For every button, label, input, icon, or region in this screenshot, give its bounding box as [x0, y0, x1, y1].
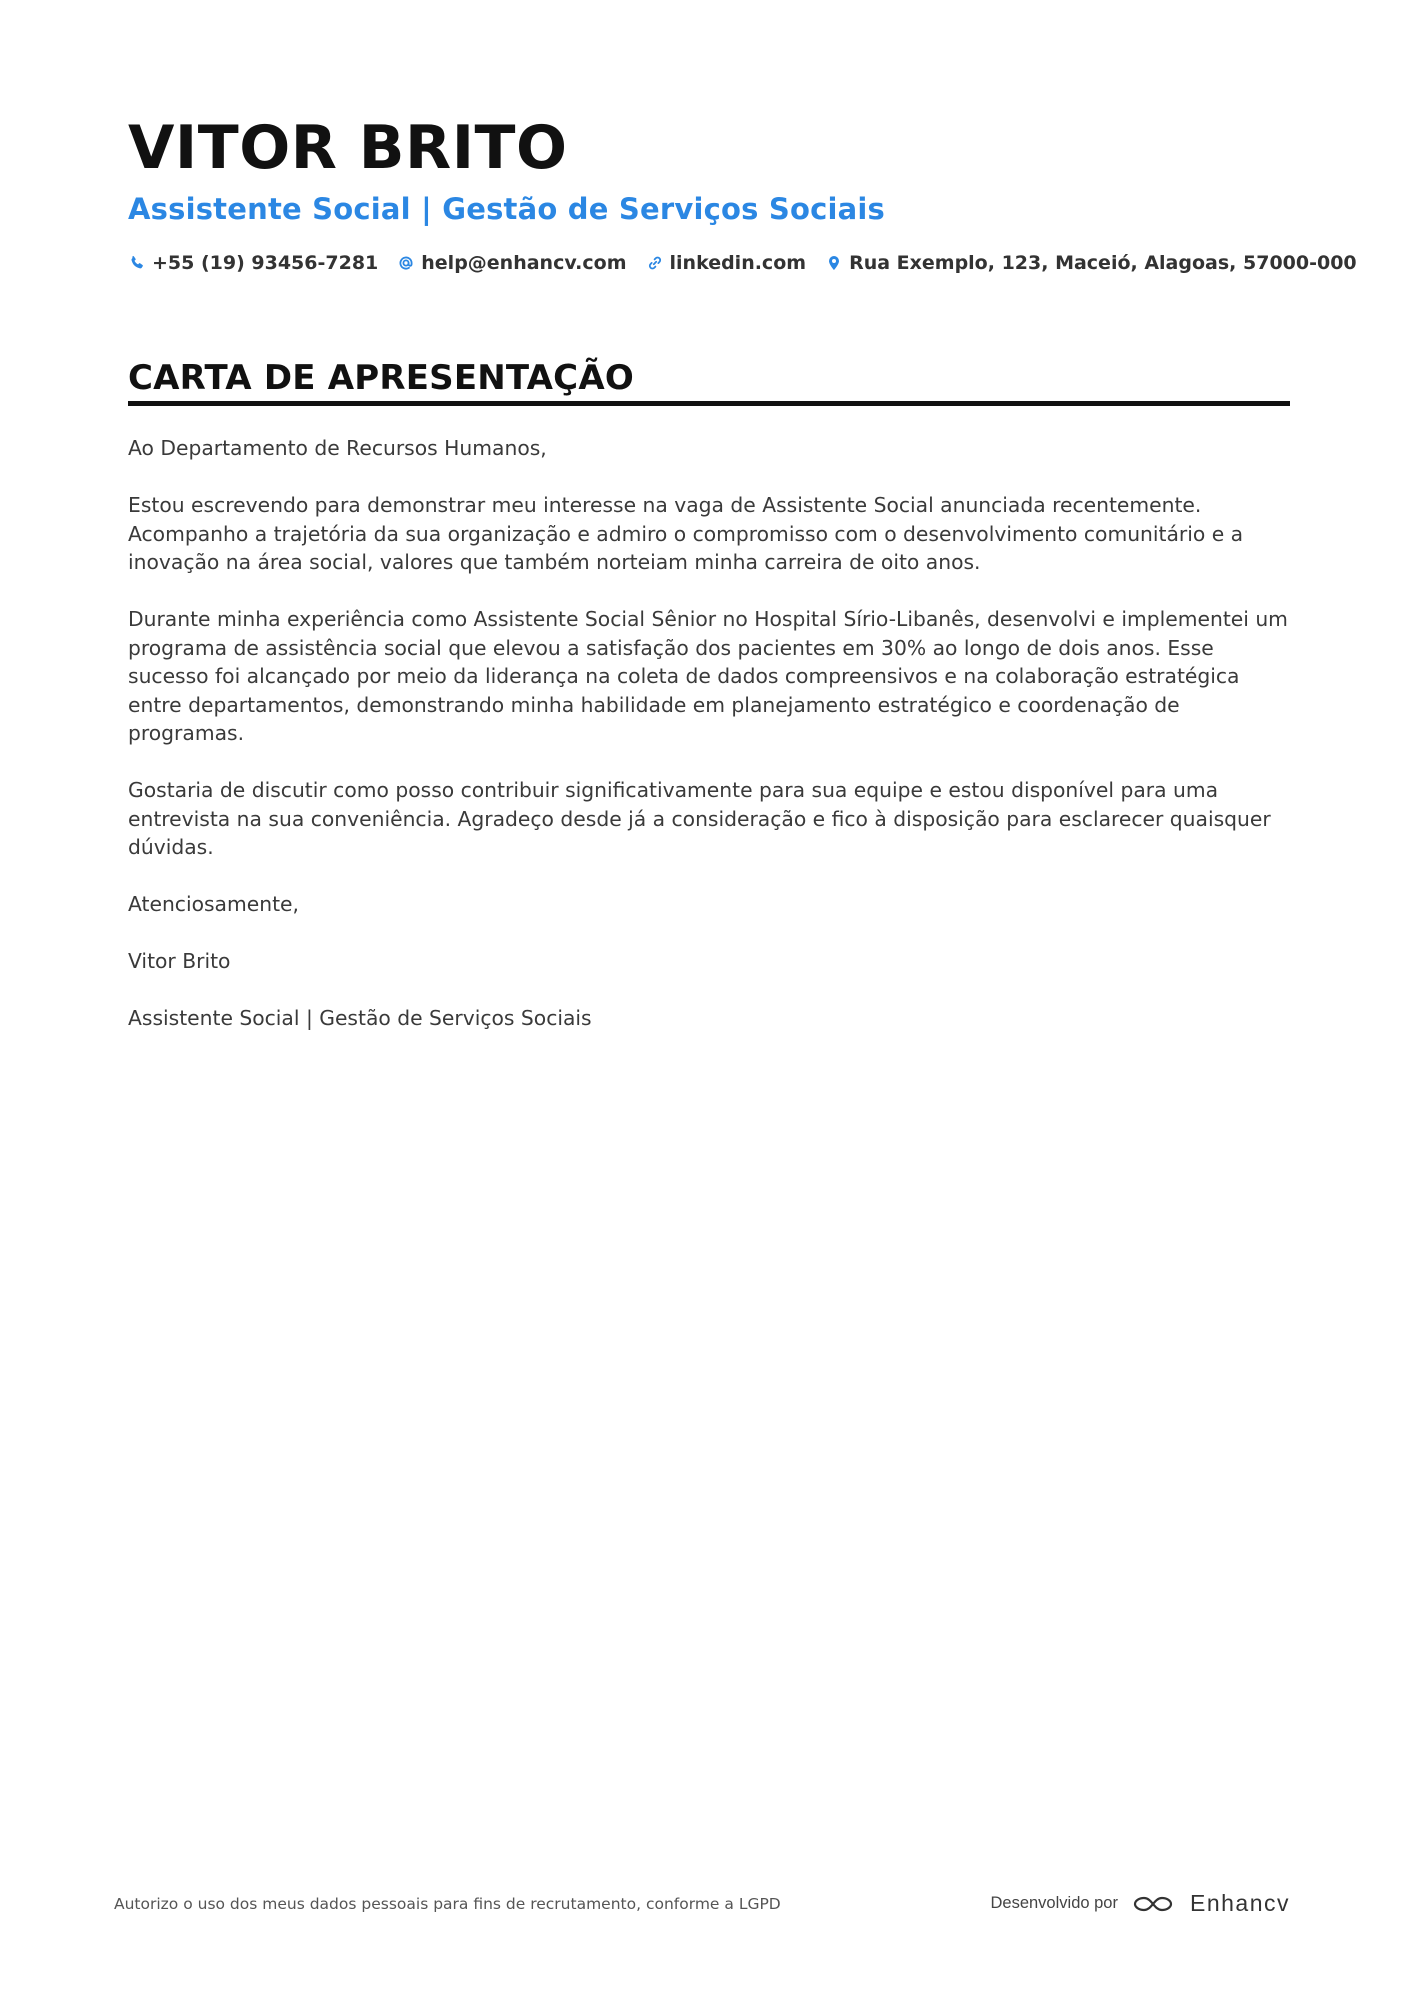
- link-icon: [646, 254, 664, 272]
- powered-by-label: Desenvolvido por: [990, 1894, 1118, 1912]
- contact-address: [825, 252, 1357, 274]
- location-pin-icon: [825, 254, 843, 272]
- contact-phone: [128, 252, 378, 274]
- cover-letter-page: [128, 108, 1357, 1061]
- section-divider: [128, 401, 1290, 406]
- letter-signature-title: Assistente Social | Gestão de Serviços Sociais: [128, 1006, 592, 1030]
- contact-address-text: Rua Exemplo, 123, Maceió, Alagoas, 57000-000: [849, 252, 1357, 274]
- letter-signature-name: Vitor Brito: [128, 949, 231, 973]
- consent-note: Autorizo o uso dos meus dados pessoais para fins de recrutamento, conforme a LGPD: [114, 1894, 781, 1913]
- candidate-name: VITOR BRITO: [128, 113, 568, 183]
- powered-by[interactable]: [990, 1890, 1290, 1917]
- letter-paragraph: Estou escrevendo para demonstrar meu interesse na vaga de Assistente Social anunciada recentemente. Acompanho a trajetória da sua organização e admiro o compromisso com o desenvolvimento comunitário e a inovação na área social, valores que também norteiam minha carreira de oito anos.: [128, 493, 1244, 574]
- contact-linkedin[interactable]: [646, 252, 807, 274]
- at-icon: [397, 254, 415, 272]
- brand-name: Enhancv: [1189, 1890, 1290, 1916]
- section-title: CARTA DE APRESENTAÇÃO: [128, 358, 634, 398]
- contact-phone-text: +55 (19) 93456-7281: [152, 252, 379, 274]
- phone-icon: [128, 254, 146, 272]
- candidate-title: Assistente Social | Gestão de Serviços Sociais: [128, 192, 885, 226]
- letter-closing: Atenciosamente,: [128, 892, 299, 916]
- enhancv-logo-icon: [1130, 1892, 1178, 1916]
- contact-email-text[interactable]: help@enhancv.com: [421, 252, 627, 274]
- page-footer: [114, 1890, 1290, 1917]
- letter-paragraph: Gostaria de discutir como posso contribuir significativamente para sua equipe e estou disponível para uma entrevista na sua conveniência. Agradeço desde já a consideração e fico à disposição para esclarecer quaisquer dúvidas.: [128, 778, 1271, 859]
- contact-email[interactable]: [397, 252, 626, 274]
- contact-linkedin-text[interactable]: linkedin.com: [669, 252, 807, 274]
- contact-bar: [128, 252, 1357, 274]
- letter-body: [128, 434, 1290, 1033]
- letter-paragraph: Durante minha experiência como Assistente Social Sênior no Hospital Sírio-Libanês, desenvolvi e implementei um programa de assistência social que elevou a satisfação dos pacientes em 30% ao longo de dois anos. Esse sucesso foi alcançado por meio da liderança na coleta de dados compreensivos e na colaboração estratégica entre departamentos, demonstrando minha habilidade em planejamento estratégico e coordenação de programas.: [128, 607, 1288, 745]
- letter-salutation: Ao Departamento de Recursos Humanos,: [128, 436, 547, 460]
